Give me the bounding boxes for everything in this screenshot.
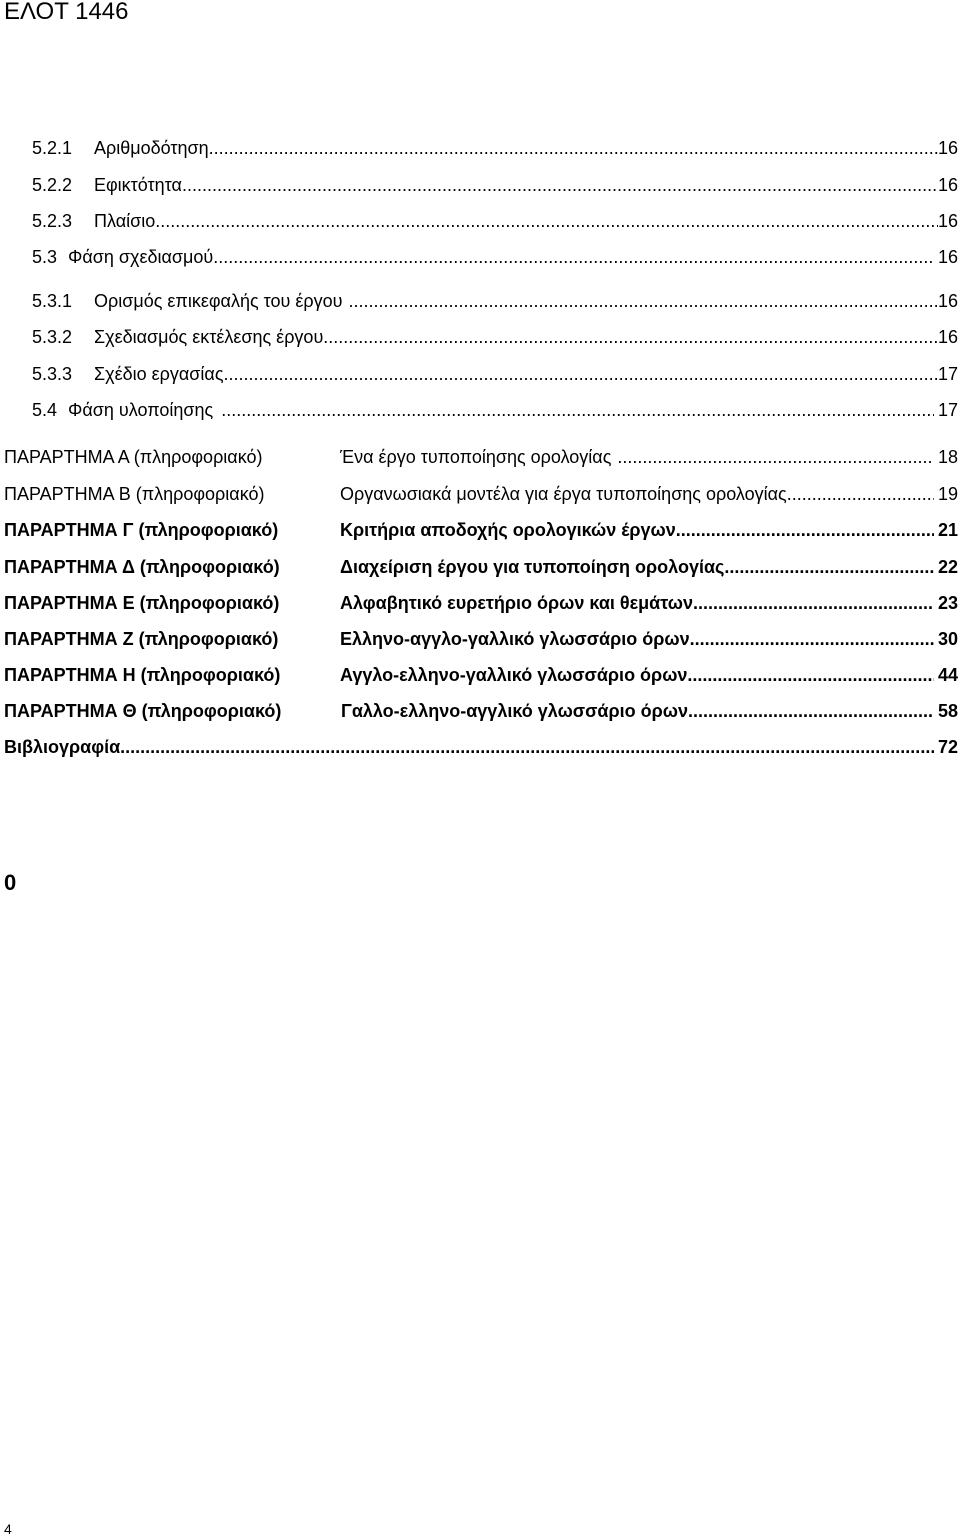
toc-leader-dots: [787, 483, 934, 505]
section-marker: 0: [4, 870, 17, 895]
toc-entry-title: Αριθμοδότηση: [94, 138, 209, 158]
toc-entry-title: Πλαίσιο: [94, 211, 156, 231]
toc-entry-page: 17: [937, 364, 958, 384]
toc-entry-title: Αλφαβητικό ευρετήριο όρων και θεμάτων: [340, 593, 693, 613]
toc-entry-number: 5.3.2: [32, 327, 73, 347]
toc-entry-page: 30: [937, 629, 958, 649]
toc-entry-page: 16: [937, 291, 958, 311]
toc-leader-dots: [617, 446, 934, 468]
toc-leader-dots: [690, 628, 934, 650]
toc-entry-page: 19: [937, 484, 958, 504]
toc-entry-page: 23: [937, 593, 958, 613]
toc-entry-number: 5.2.2: [32, 175, 73, 195]
toc-entry-title: Γαλλο-ελληνο-αγγλικό γλωσσάριο όρων: [341, 701, 688, 721]
toc-entry-page: 17: [937, 400, 958, 420]
toc-entry-page: 16: [937, 138, 958, 158]
toc-annex-entry[interactable]: [4, 592, 958, 614]
toc-annex-label: ΠΑΡΑΡΤΗΜΑ Ζ (πληροφοριακό): [4, 629, 279, 649]
toc-entry-title: Ελληνο-αγγλο-γαλλικό γλωσσάριο όρων: [340, 629, 690, 649]
toc-entry-number: 5.4: [32, 400, 58, 420]
toc-entry[interactable]: [32, 137, 958, 159]
toc-entry-page: 16: [937, 175, 958, 195]
toc-annex-entry[interactable]: [4, 628, 958, 650]
toc-leader-dots: [209, 137, 938, 159]
toc-entry-page: 22: [937, 557, 958, 577]
toc-entry-title: Οργανωσιακά μοντέλα για έργα τυποποίησης ορολογίας: [340, 484, 787, 504]
toc-entry-page: 16: [937, 247, 958, 267]
toc-entry-title: Σχεδιασμός εκτέλεσης έργου: [94, 327, 324, 347]
toc-entry-page: 58: [937, 701, 958, 721]
toc-entry[interactable]: [32, 399, 958, 421]
toc-entry-title: Σχέδιο εργασίας: [94, 364, 224, 384]
toc-annex-label: ΠΑΡΑΡΤΗΜΑ Θ (πληροφοριακό): [4, 701, 282, 721]
toc-annex-entry[interactable]: [4, 700, 958, 722]
toc-entry-title: Ένα έργο τυποποίησης ορολογίας: [340, 447, 612, 467]
document-header: ΕΛΟΤ 1446: [4, 0, 129, 25]
toc-entry-title: Φάση υλοποίησης: [68, 400, 214, 420]
toc-entry-title: Εφικτότητα: [94, 175, 182, 195]
toc-entry-title: Κριτήρια αποδοχής ορολογικών έργων: [340, 520, 676, 540]
toc-entry[interactable]: [32, 174, 958, 196]
toc-leader-dots: [155, 210, 938, 232]
toc-leader-dots: [688, 700, 934, 722]
toc-annex-entry[interactable]: [4, 556, 958, 578]
toc-entry[interactable]: [32, 210, 958, 232]
toc-entry-title: Αγγλο-ελληνο-γαλλικό γλωσσάριο όρων: [340, 665, 688, 685]
toc-annex-entry[interactable]: [4, 483, 958, 505]
toc-annex-label: ΠΑΡΑΡΤΗΜΑ Ε (πληροφοριακό): [4, 593, 280, 613]
toc-entry-title: Διαχείριση έργου για τυποποίηση ορολογίας: [340, 557, 725, 577]
toc-entry-title: Βιβλιογραφία: [4, 737, 121, 757]
toc-entry[interactable]: [32, 290, 958, 312]
toc-leader-dots: [213, 246, 934, 268]
toc-leader-dots: [693, 592, 934, 614]
toc-entry-page: 21: [937, 520, 958, 540]
toc-entry[interactable]: [32, 326, 958, 348]
toc-entry[interactable]: [32, 246, 958, 268]
toc-entry-page: 18: [937, 447, 958, 467]
toc-annex-entry[interactable]: [4, 446, 958, 468]
toc-entry-title: Ορισμός επικεφαλής του έργου: [94, 291, 343, 311]
toc-leader-dots: [348, 290, 938, 312]
toc-leader-dots: [724, 556, 934, 578]
toc-leader-dots: [120, 736, 934, 758]
page-number: 4: [4, 1521, 12, 1537]
toc-annex-label: ΠΑΡΑΡΤΗΜΑ Η (πληροφοριακό): [4, 665, 281, 685]
toc-entry-page: 72: [937, 737, 958, 757]
toc-leader-dots: [687, 664, 934, 686]
toc-leader-dots: [676, 519, 934, 541]
toc-annex-label: ΠΑΡΑΡΤΗΜΑ Γ (πληροφοριακό): [4, 520, 279, 540]
toc-entry-page: 44: [937, 665, 958, 685]
toc-leader-dots: [323, 326, 938, 348]
toc-annex-entry[interactable]: [4, 664, 958, 686]
toc-entry-title: Φάση σχεδιασμού: [68, 247, 214, 267]
toc-entry-number: 5.2.3: [32, 211, 73, 231]
toc-annex-label: ΠΑΡΑΡΤΗΜΑ Β (πληροφοριακό): [4, 484, 265, 504]
toc-annex-entry[interactable]: [4, 519, 958, 541]
toc-entry-number: 5.3.3: [32, 364, 73, 384]
toc-entry-page: 16: [937, 211, 958, 231]
toc-entry-number: 5.3.1: [32, 291, 73, 311]
toc-leader-dots: [221, 399, 934, 421]
toc-leader-dots: [224, 363, 938, 385]
toc-entry-page: 16: [937, 327, 958, 347]
toc-annex-label: ΠΑΡΑΡΤΗΜΑ Δ (πληροφοριακό): [4, 557, 280, 577]
toc-bibliography-entry[interactable]: [4, 736, 958, 758]
toc-entry-number: 5.2.1: [32, 138, 73, 158]
toc-entry-number: 5.3: [32, 247, 58, 267]
toc-entry[interactable]: [32, 363, 958, 385]
toc-leader-dots: [182, 174, 938, 196]
toc-annex-label: ΠΑΡΑΡΤΗΜΑ Α (πληροφοριακό): [4, 447, 263, 467]
